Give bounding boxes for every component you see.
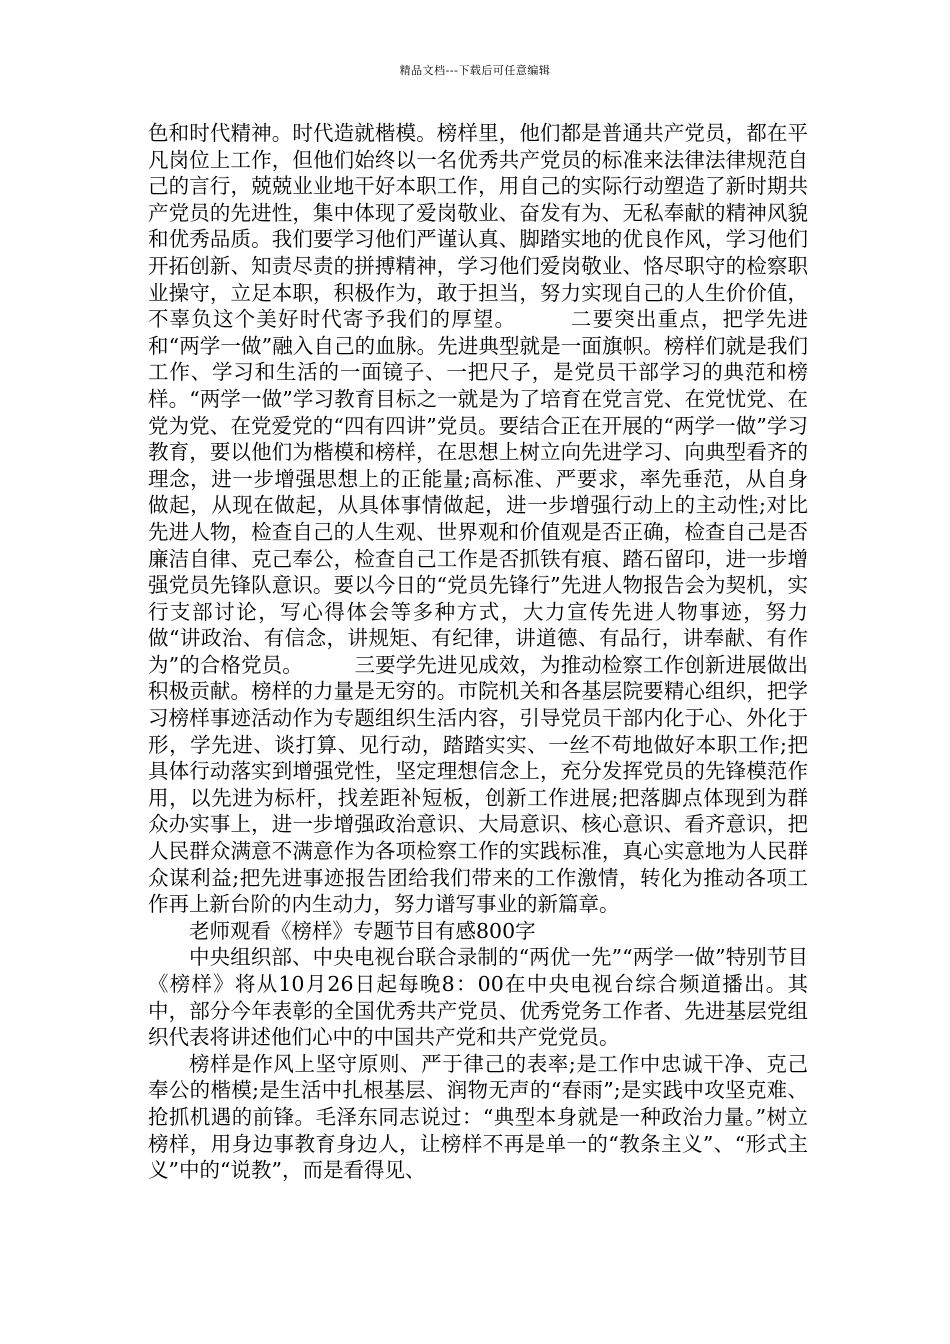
paragraph-1: 色和时代精神。时代造就楷模。榜样里，他们都是普通共产党员，都在平凡岗位上工作，但他们始终以一名优秀共产党员的标准来法律法律规范自己的言行，兢兢业业地干好本职工作，用自己的实际行动塑造了新时期共产党员的先进性，集中体现了爱岗敬业、奋发有为、无私奉献的精神风貌和优秀品质。我们要学习他们严谨认真、脚踏实地的优良作风，学习他们开拓创新、知责尽责的拼搏精神，学习他们爱岗敬业、恪尽职守的检察职业操守，立足本职，积极作为，敢于担当，努力实现自己的人生价价值，不辜负这个美好时代寄予我们的厚望。 二要突出重点，把学先进和“两学一做”融入自己的血脉。先进典型就是一面旗帜。榜样们就是我们工作、学习和生活的一面镜子、一把尺子，是党员干部学习的典范和榜样。“两学一做”学习教育目标之一就是为了培育在党言党、在党忧党、在党为党、在党爱党的“四有四讲”党员。要结合正在开展的“两学一做”学习教育，要以他们为楷模和榜样，在思想上树立向先进学习、向典型看齐的理念，进一步增强思想上的正能量;高标准、严要求，率先垂范，从自身做起，从现在做起，从具体事情做起，进一步增强行动上的主动性;对比先进人物，检查自己的人生观、世界观和价值观是否正确，检查自己是否廉洁自律、克己奉公，检查自己工作是否抓铁有痕、踏石留印，进一步增强党员先锋队意识。要以今日的“党员先锋行”先进人物报告会为契机，实行支部讨论，写心得体会等多种方式，大力宣传先进人物事迹，努力做“讲政治、有信念，讲规矩、有纪律，讲道德、有品行，讲奉献、有作为”的合格党员。 三要学先进见成效，为推动检察工作创新进展做出积极贡献。榜样的力量是无穷的。市院机关和各基层院要精心组织，把学习榜样事迹活动作为专题组织生活内容，引导党员干部内化于心、外化于形，学先进、谈打算、见行动，踏踏实实、一丝不苟地做好本职工作;把具体行动落实到增强党性，坚定理想信念上，充分发挥党员的先锋模范作用，以先进为标杆，找差距补短板，创新工作进展;把落脚点体现到为群众办实事上，进一步增强政治意识、大局意识、核心意识、看齐意识，把人民群众满意不满意作为各项检察工作的实践标准，真心实意地为人民群众谋利益;把先进事迹报告团给我们带来的工作激情，转化为推动各项工作再上新台阶的内生动力，努力谱写事业的新篇章。 — [148, 121, 808, 917]
paragraph-2: 中央组织部、中央电视台联合录制的“两优一先”“两学一做”特别节目《榜样》将从10月26日起每晚8：00在中央电视台综合频道播出。其中，部分今年表彰的全国优秀共产党员、优秀党务工作者、先进基层党组织代表将讲述他们心中的中国共产党和共产党党员。 — [148, 945, 808, 1050]
section-title: 老师观看《榜样》专题节目有感800字 — [189, 918, 536, 943]
page-header: 精品文档---下载后可任意编辑 — [399, 64, 551, 77]
paragraph-3: 榜样是作风上坚守原则、严于律己的表率;是工作中忠诚干净、克己奉公的楷模;是生活中扎根基层、润物无声的“春雨”;是实践中攻坚克难、抢抓机遇的前锋。毛泽东同志说过：“典型本身就是一种政治力量。”树立榜样，用身边事教育身边人，让榜样不再是单一的“教条主义”、“形式主义”中的“说教”，而是看得见、 — [148, 1051, 808, 1183]
document-body — [148, 120, 808, 1184]
